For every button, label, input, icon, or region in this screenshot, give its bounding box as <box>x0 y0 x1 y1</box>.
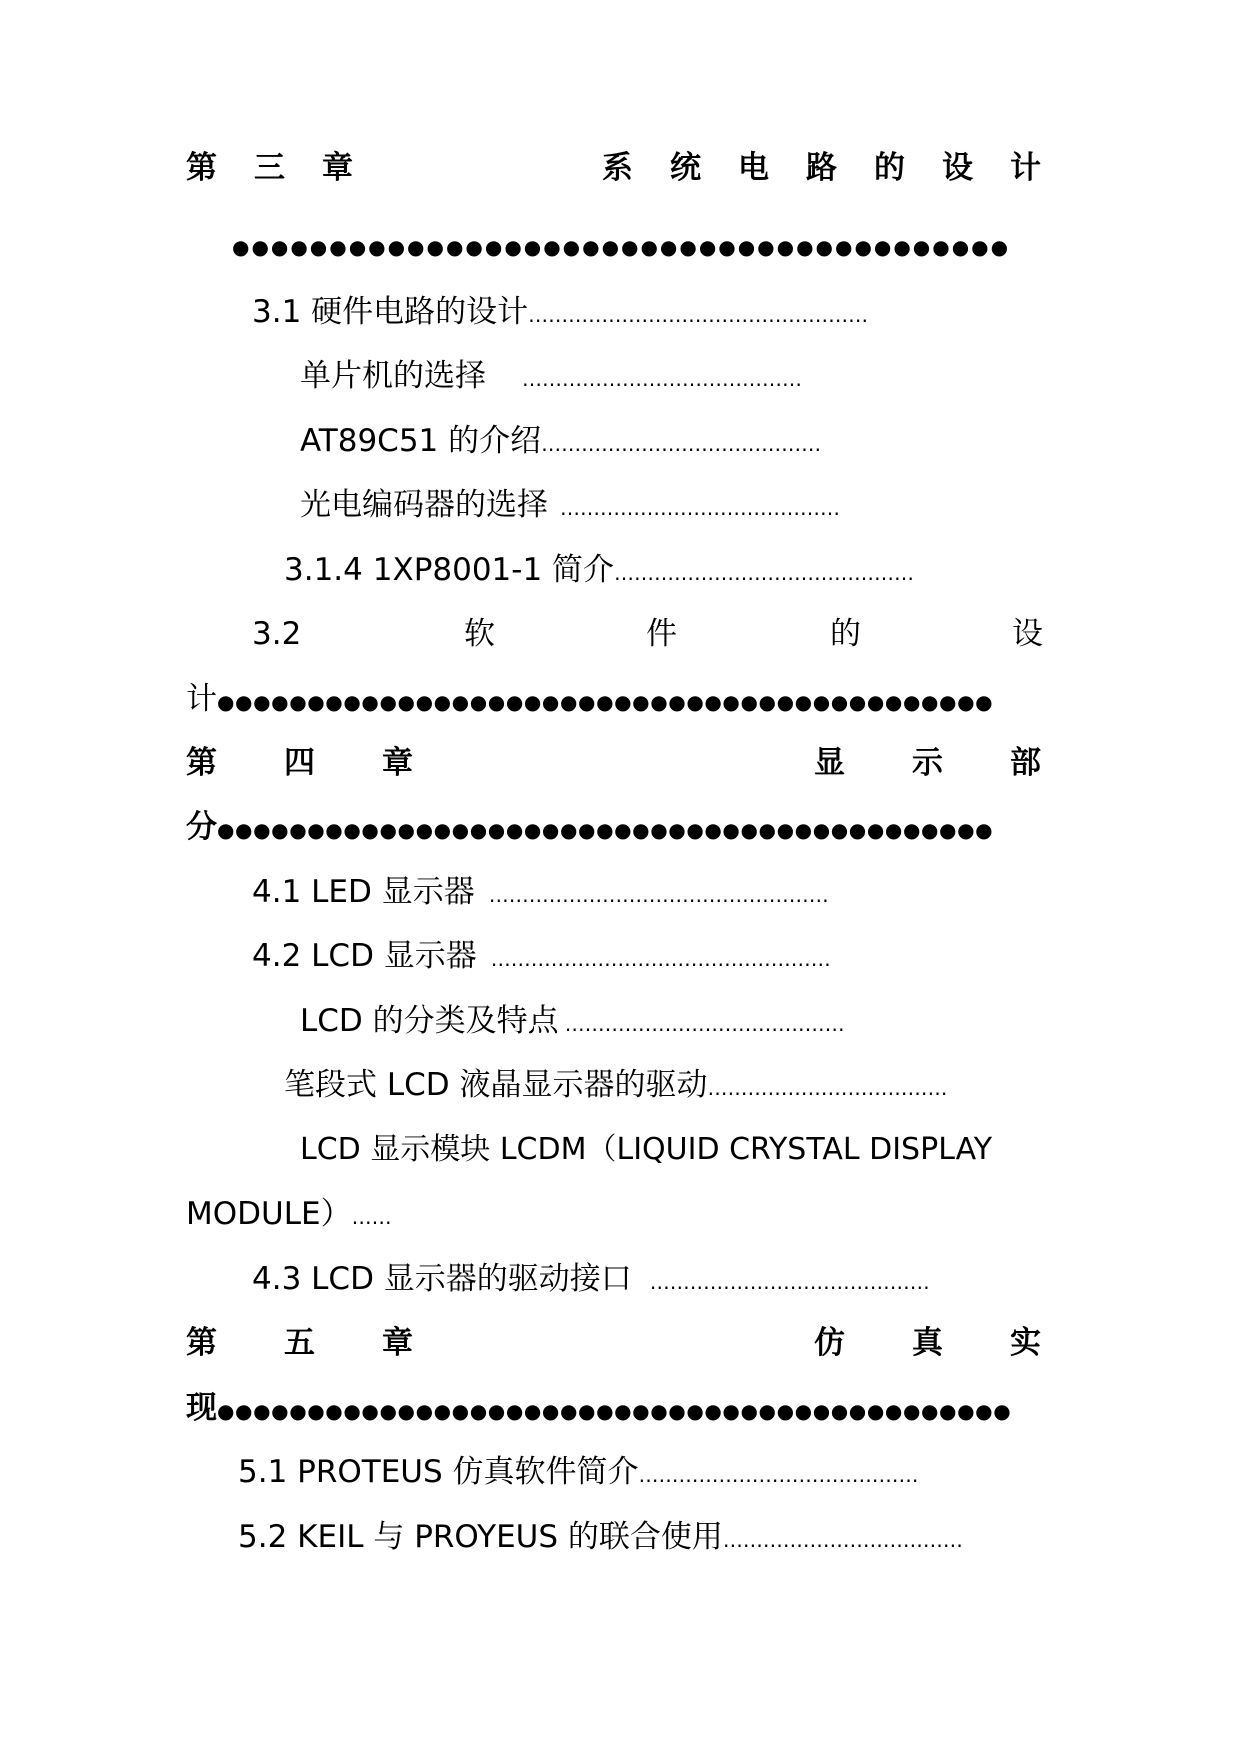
s3-2-char-3: 的 <box>830 616 861 652</box>
ch3-char-10: 计 <box>1010 150 1041 186</box>
ch4-char-5: 示 <box>912 745 943 781</box>
entry-title: 单片机的选择 <box>300 358 486 394</box>
ch3-char-7: 路 <box>806 150 837 186</box>
s3-2-char-0: 3.2 <box>252 616 302 652</box>
entry-title: LCD 的分类及特点 <box>300 1003 559 1039</box>
leader-dots: …………………………………… <box>649 1270 930 1294</box>
toc-chapter-4-heading <box>186 743 1048 783</box>
ch4-char-4: 显 <box>814 745 845 781</box>
leader-dots: …………………………………… <box>638 1463 919 1487</box>
s3-2-char-2: 件 <box>646 616 677 652</box>
ch5-cont: 现 <box>186 1390 217 1426</box>
toc-entry-3-1[interactable] <box>252 292 868 332</box>
leader-dots: ……………………………………… <box>614 561 915 585</box>
ch3-char-4: 系 <box>602 150 633 186</box>
entry-title: 光电编码器的选择 <box>300 487 548 523</box>
ch3-char-5: 统 <box>670 150 701 186</box>
leader-dots: ●●●●●●●●●●●●●●●●●●●●●●●●●●●●●●●●●●●●●●●●●●● <box>217 690 994 714</box>
ch5-char-5: 真 <box>912 1325 943 1361</box>
entry-title: 3.1 硬件电路的设计 <box>252 294 529 330</box>
ch5-char-6: 实 <box>1010 1325 1041 1361</box>
ch5-char-1: 五 <box>284 1325 315 1361</box>
leader-dots: …………………………………… <box>564 1012 845 1036</box>
entry-title: AT89C51 的介绍 <box>300 423 542 459</box>
ch4-char-6: 部 <box>1010 745 1041 781</box>
leader-dots: …………………………………… <box>560 496 840 520</box>
entry-title: 5.2 KEIL 与 PROYEUS 的联合使用 <box>238 1519 723 1555</box>
toc-entry-3-1-1[interactable] <box>300 356 802 396</box>
toc-entry-4-3[interactable] <box>252 1259 930 1299</box>
toc-entry-4-2-3-cont <box>186 1194 392 1234</box>
ch3-char-2: 章 <box>322 150 353 186</box>
leader-dots: …… <box>351 1205 392 1229</box>
toc-chapter-3-heading <box>186 148 1048 188</box>
ch4-cont: 分 <box>186 809 217 845</box>
ch4-char-1: 四 <box>284 745 315 781</box>
entry-title: 笔段式 LCD 液晶显示器的驱动 <box>284 1067 708 1103</box>
leader-dots: …………………………………… <box>541 432 822 456</box>
ch4-char-2: 章 <box>382 745 413 781</box>
toc-entry-4-2-3[interactable] <box>300 1130 992 1170</box>
leader-dots: …………………………………… <box>522 367 802 391</box>
ch3-char-1: 三 <box>254 150 285 186</box>
entry-title: 4.3 LCD 显示器的驱动接口 <box>252 1261 632 1297</box>
leader-dots: …………………………………………… <box>490 947 831 971</box>
leader-dots: ●●●●●●●●●●●●●●●●●●●●●●●●●●●●●●●●●●●●●●●●●●● <box>217 818 994 842</box>
entry-title: 4.2 LCD 显示器 <box>252 938 477 974</box>
ch3-leader-dots: ●●●●●●●●●●●●●●●●●●●●●●●●●●●●●●●●●●●●●●●● <box>232 235 1011 259</box>
ch5-char-2: 章 <box>382 1325 413 1361</box>
entry-title: 3.1.4 1XP8001-1 简介 <box>284 552 615 588</box>
toc-chapter-4-cont <box>186 807 993 847</box>
ch3-char-0: 第 <box>186 150 217 186</box>
leader-dots: ●●●●●●●●●●●●●●●●●●●●●●●●●●●●●●●●●●●●●●●●●●●● <box>217 1399 1012 1423</box>
ch3-char-9: 设 <box>942 150 973 186</box>
leader-dots: …………………………………………… <box>488 883 829 907</box>
leader-dots: ……………………………… <box>707 1076 948 1100</box>
entry-title: 5.1 PROTEUS 仿真软件简介 <box>238 1454 639 1490</box>
toc-entry-3-1-4[interactable] <box>284 550 914 590</box>
toc-entry-3-1-3[interactable] <box>300 485 840 525</box>
leader-dots: ……………………………… <box>722 1528 963 1552</box>
toc-entry-4-2-2[interactable] <box>284 1065 948 1105</box>
toc-entry-4-2[interactable] <box>252 936 831 976</box>
toc-entry-4-1[interactable] <box>252 872 829 912</box>
toc-entry-4-2-1[interactable] <box>300 1001 845 1041</box>
leader-dots: …………………………………………… <box>528 303 869 327</box>
entry-title: 4.1 LED 显示器 <box>252 874 475 910</box>
ch5-char-4: 仿 <box>814 1325 845 1361</box>
toc-entry-5-2[interactable] <box>238 1517 963 1557</box>
toc-entry-3-1-2[interactable] <box>300 421 821 461</box>
ch4-char-0: 第 <box>186 745 217 781</box>
toc-chapter-5-cont <box>186 1388 1011 1428</box>
s3-2-cont: 计 <box>186 681 217 717</box>
s3-2-char-4: 设 <box>1012 616 1043 652</box>
entry-title-cont: MODULE） <box>186 1196 352 1232</box>
toc-entry-3-2-cont <box>186 679 993 719</box>
toc-entry-3-2[interactable] <box>252 614 1048 654</box>
entry-title: LCD 显示模块 LCDM（LIQUID CRYSTAL DISPLAY <box>300 1132 993 1167</box>
ch3-char-8: 的 <box>874 150 905 186</box>
ch5-char-0: 第 <box>186 1325 217 1361</box>
toc-entry-5-1[interactable] <box>238 1452 919 1492</box>
s3-2-char-1: 软 <box>464 616 495 652</box>
ch3-char-6: 电 <box>738 150 769 186</box>
toc-chapter-5-heading <box>186 1323 1048 1363</box>
